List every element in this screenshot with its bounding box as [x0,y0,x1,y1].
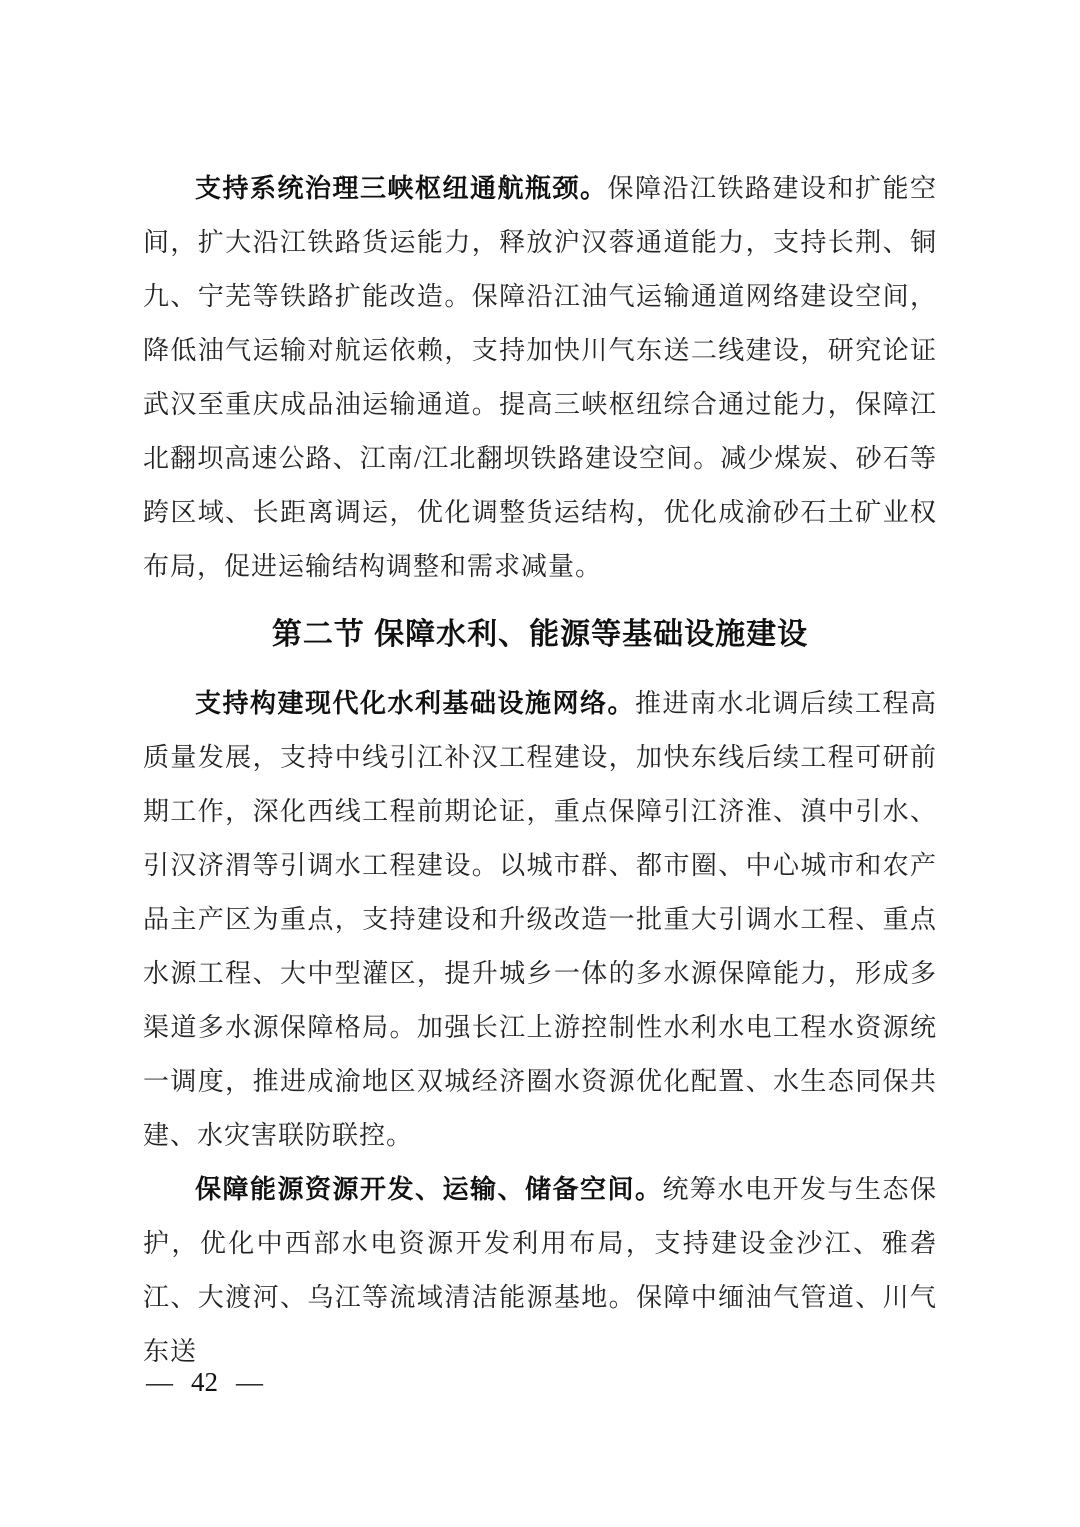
paragraph-1-text: 保障沿江铁路建设和扩能空间，扩大沿江铁路货运能力，释放沪汉蓉通道能力，支持长荆、铜九、宁芜等铁路扩能改造。保障沿江油气运输通道网络建设空间，降低油气运输对航运依赖，支持加快川气东送二线建设，研究论证武汉至重庆成品油运输通道。提高三峡枢纽综合通过能力，保障江北翻坝高速公路、江南/江北翻坝铁路建设空间。减少煤炭、砂石等跨区域、长距离调运，优化调整货运结构，优化成渝砂石土矿业权布局，促进运输结构调整和需求减量。 [143,174,937,581]
paragraph-2-lead-sentence: 支持构建现代化水利基础设施网络。 [195,689,635,718]
page-body [143,162,937,1379]
footer-right-dash: — [236,1367,263,1397]
page-footer [146,1362,263,1402]
paragraph-1-lead-sentence: 支持系统治理三峡枢纽通航瓶颈。 [195,174,608,203]
paragraph-2 [143,677,937,1163]
paragraph-1 [143,162,937,594]
paragraph-3 [143,1163,937,1379]
footer-left-dash: — [146,1367,173,1397]
paragraph-2-text: 推进南水北调后续工程高质量发展，支持中线引江补汉工程建设，加快东线后续工程可研前期工作，深化西线工程前期论证，重点保障引江济淮、滇中引水、引汉济渭等引调水工程建设。以城市群、都市圈、中心城市和农产品主产区为重点，支持建设和升级改造一批重大引调水工程、重点水源工程、大中型灌区，提升城乡一体的多水源保障能力，形成多渠道多水源保障格局。加强长江上游控制性水利水电工程水资源统一调度，推进成渝地区双城经济圈水资源优化配置、水生态同保共建、水灾害联防联控。 [143,689,937,1150]
section-heading: 第二节 保障水利、能源等基础设施建设 [271,618,809,651]
paragraph-3-text: 统筹水电开发与生态保护，优化中西部水电资源开发利用布局，支持建设金沙江、雅砻江、大渡河、乌江等流域清洁能源基地。保障中缅油气管道、川气东送 [143,1175,937,1366]
paragraph-3-lead-sentence: 保障能源资源开发、运输、储备空间。 [195,1175,663,1204]
page-number: 42 [191,1367,218,1397]
